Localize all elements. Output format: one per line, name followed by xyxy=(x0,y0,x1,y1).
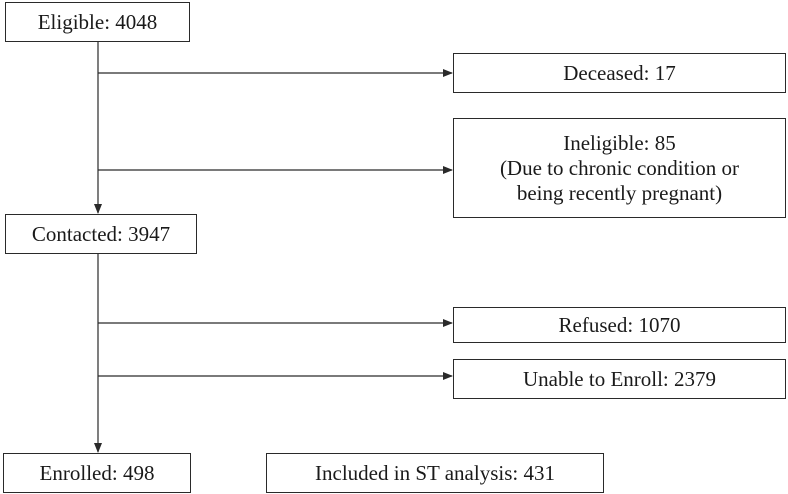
included-in-analysis-label: Included in ST analysis: 431 xyxy=(315,460,555,485)
unable-to-enroll-label: Unable to Enroll: 2379 xyxy=(522,366,717,391)
included-in-analysis-box xyxy=(266,453,604,493)
refused-box xyxy=(453,307,786,343)
deceased-label: Deceased: 17 xyxy=(563,60,676,85)
deceased-box xyxy=(453,53,786,93)
unable-to-enroll-box xyxy=(453,359,786,399)
eligible-box xyxy=(5,2,190,42)
contacted-box xyxy=(5,214,197,254)
enrolled-label: Enrolled: 498 xyxy=(39,460,155,485)
refused-label: Refused: 1070 xyxy=(558,312,681,337)
ineligible-box xyxy=(453,118,786,218)
ineligible-count: Ineligible: 85 xyxy=(563,130,676,155)
ineligible-reason-line-1: (Due to chronic condition or xyxy=(499,155,740,180)
eligible-label: Eligible: 4048 xyxy=(37,9,158,34)
ineligible-text xyxy=(500,131,739,206)
ineligible-reason-line-2: being recently pregnant) xyxy=(516,180,723,205)
enrolled-box xyxy=(3,453,191,493)
contacted-label: Contacted: 3947 xyxy=(31,221,171,246)
